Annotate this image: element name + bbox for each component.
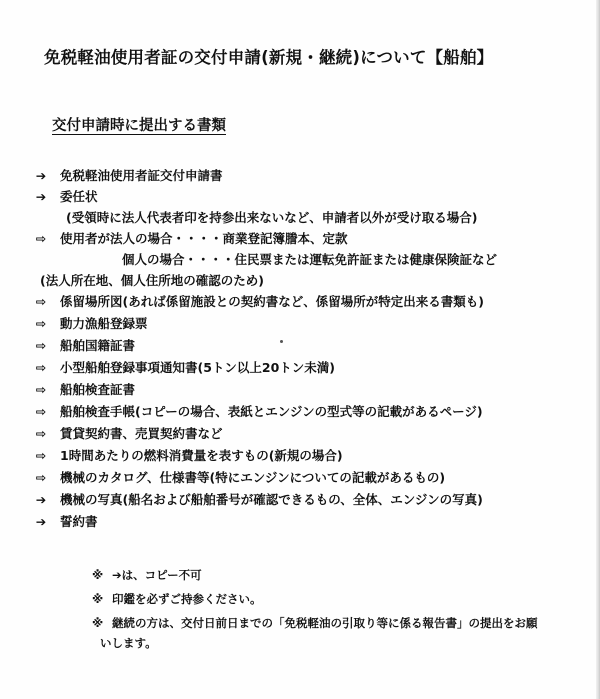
outline-arrow-icon: ⇨ <box>35 294 47 309</box>
outline-arrow-icon: ⇨ <box>35 382 47 397</box>
filled-arrow-icon: ➔ <box>35 492 47 507</box>
list-item-text: (法人所在地、個人住所地の確認のため) <box>40 273 264 288</box>
outline-arrow-icon: ⇨ <box>35 448 47 463</box>
list-item-text: 1時間あたりの燃料消費量を表すもの(新規の場合) <box>60 448 343 463</box>
outline-arrow-icon: ⇨ <box>35 426 47 441</box>
reference-mark-icon: ※ <box>92 592 104 606</box>
list-item-text: 動力漁船登録票 <box>60 316 148 331</box>
list-item-text: 船舶検査手帳(コピーの場合、表紙とエンジンの型式等の記載があるページ) <box>60 404 483 419</box>
note-text: いします。 <box>100 636 157 650</box>
reference-mark-icon: ※ <box>92 616 104 630</box>
note-text: 継続の方は、交付日前日までの「免税軽油の引取り等に係る報告書」の提出をお願 <box>112 616 538 630</box>
outline-arrow-icon: ⇨ <box>35 360 47 375</box>
list-item-text: 船舶検査証書 <box>60 382 136 397</box>
page-edge-shadow <box>596 0 599 699</box>
outline-arrow-icon: ⇨ <box>35 231 47 246</box>
list-item-text: 使用者が法人の場合・・・・商業登記簿謄本、定款 <box>60 231 348 246</box>
filled-arrow-icon: ➔ <box>35 189 47 204</box>
list-item-text: 係留場所図(あれば係留施設との契約書など、係留場所が特定出来る書類も) <box>60 294 484 309</box>
filled-arrow-icon: ➔ <box>35 514 47 529</box>
list-item-text: 船舶国籍証書 <box>60 338 136 353</box>
section-heading: 交付申請時に提出する書類 <box>52 118 226 134</box>
list-item-text: 個人の場合・・・・住民票または運転免許証または健康保険証など <box>122 252 498 267</box>
outline-arrow-icon: ⇨ <box>35 404 47 419</box>
scan-speck <box>280 340 283 343</box>
document-title: 免税軽油使用者証の交付申請(新規・継続)について【船舶】 <box>44 48 494 67</box>
filled-arrow-icon: ➔ <box>35 168 47 183</box>
list-item-text: 賃貸契約書、売買契約書など <box>60 426 223 441</box>
list-item-text: 委任状 <box>60 189 98 204</box>
outline-arrow-icon: ⇨ <box>35 470 47 485</box>
note-text: 印鑑を必ずご持参ください。 <box>112 592 262 606</box>
list-item-text: 機械の写真(船名および船舶番号が確認できるもの、全体、エンジンの写真) <box>60 492 483 507</box>
list-item-text: 小型船舶登録事項通知書(5トン以上20トン未満) <box>60 360 336 375</box>
list-item-text: (受領時に法人代表者印を持参出来ないなど、申請者以外が受け取る場合) <box>66 210 478 225</box>
outline-arrow-icon: ⇨ <box>35 338 47 353</box>
reference-mark-icon: ※ <box>92 568 104 582</box>
outline-arrow-icon: ⇨ <box>35 316 47 331</box>
list-item-text: 機械のカタログ、仕様書等(特にエンジンについての記載があるもの) <box>60 470 446 485</box>
list-item-text: 免税軽油使用者証交付申請書 <box>60 168 223 183</box>
note-text: ➔は、コピー不可 <box>112 568 202 582</box>
list-item-text: 誓約書 <box>60 514 98 529</box>
